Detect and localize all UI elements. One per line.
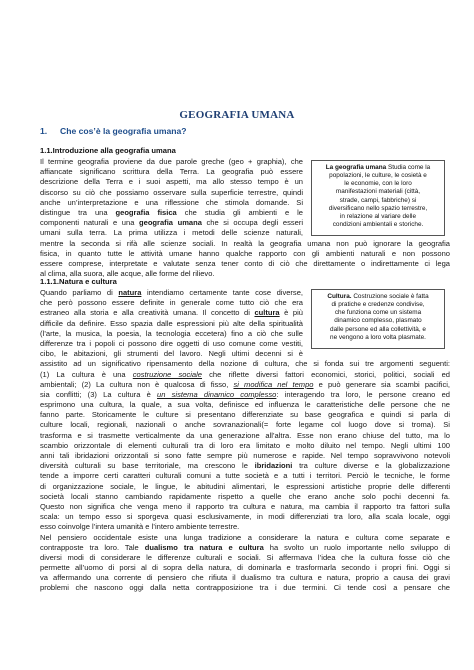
text-line: anni tali ibridazioni orizzontali si sono fatte sempre più numerose e rapide. Nel tempo sopravvivono notevoli [40,451,450,460]
keyword-cultura: cultura [254,308,280,318]
box-line: dalle persone ed alla collettività, e [330,325,426,333]
keyword-natura: natura [118,288,142,297]
definition-box-cultura [311,289,445,349]
text-line: affiancate significano scrittura della Terra. La geografia può essere [40,167,303,177]
box-text: Costruzione sociale è fatta [353,293,429,300]
text-fragment: componenti naturali e una [40,218,140,228]
section-number: 1. [40,126,48,136]
box-line: manifestazioni materiali (città, [335,188,421,196]
keyword-geografia-umana: geografia umana [139,218,202,228]
box-line: ne vengono a loro volta plasmate. [330,333,426,341]
text-line: umani sulla terra. La prima utilizza i metodi delle scienze naturali, [40,228,303,238]
definition-box-geografia-umana [311,160,445,236]
text-line: tende a imporre certi caratteri culturali comuni a tutte società e a tutti i territori. Perciò le tecniche, le forme [40,471,450,481]
box-line: popolazioni, le culture, le cosietà e [329,172,427,180]
text-fragment: che riflette diversi fattori economici, storici, politici, sociali ed [202,369,450,379]
text-line: Nel pensiero occidentale esiste una lunga tradizione a considerare la natura e cultura come separate e [40,532,450,542]
box-line: condizioni ambientali e storiche. [332,221,424,229]
box-line: dinamico complesso, plasmato [334,317,422,325]
subsection-heading-1-1-1: 1.1.1.Natura e cultura [40,277,117,286]
box-line: strade, campi, fabbriche) si [339,196,417,204]
text-line: esprimono una cultura, la quale, a sua volta, definisce ed influenza le caratteristiche delle persone che ne [40,400,450,410]
subsection-heading-1-1: 1.1.Introduzione alla geografia umana [40,146,176,155]
text-line: Questo non significa che venga meno il rapporto tra cultura e natura, ma cambia il rapporto tra fattori sulla [40,501,450,511]
text-line: culture locali, regionali, nazionali o anche sovranazionali(= forte legame col luogo dove si troma). Si [40,420,450,430]
text-line [40,208,303,218]
text-line: descrizione della Terra e i suoi aspetti, ma allo stesso tempo è un [40,177,303,187]
text-fragment: sia conflitti; (3) La cultura è [40,389,158,399]
box-line: in relazione al variare delle [339,212,417,220]
text-fragment: Quando parliamo di [40,288,119,297]
section-title: Che cos’è la geografia umana? [60,126,187,136]
text-line [40,390,450,400]
text-line [40,218,303,228]
box-line [317,164,439,172]
box-line: che funziona come un sistema [334,309,422,317]
text-line: essere comprese, interpretate e valutate senza tener conto di ciò che direttamente o indirettamente ci lega [40,258,450,268]
text-line: che però possono essere definite in generale come tutto ciò che era [40,298,303,308]
box-lead: La geografia umana [325,164,387,171]
box-text: Studia come la [387,164,431,171]
text-line [40,543,450,553]
text-fragment: diversità culturali su base territoriale, ma crescono le [40,461,255,471]
keyword-dualismo: dualismo tra natura e cultura [144,542,264,552]
keyword-sistema-dinamico: un sistema dinamico complesso [157,389,277,399]
text-line: permette all’uomo di porsi al di sopra della natura, di dominarla e trasformarla secondo i propri fini. Oggi si [40,563,450,573]
text-fragment: tra culture diverse e la globalizzazione [292,461,450,471]
text-line: cibo, le abitazioni, gli strumenti del lavoro. Negli ultimi decenni si è [40,349,303,359]
text-line: va affermando una corrente di pensiero che rifiuta il dualismo tra cultura e natura, proprio a causa dei gravi [40,573,450,583]
text-line: assistito ad un significativo ripensamento della nozione di cultura, che si fonda sui tre argomenti seguenti: [40,359,450,369]
text-line: Il termine geografia proviene da due parole greche (geo + graphia), che [40,157,303,166]
text-fragment: e può generare sia scambi pacifici, [313,379,450,389]
text-line: al clima, alla suora, alle acque, alle forme del rilievo. [40,269,215,279]
text-line: fanno parte. Storicamente le culture si presentano differenziate su base geografica e quindi si parla di [40,410,450,420]
text-line: esso coinvolge l’intera umanità e l’intero ambiente terrestre. [40,522,240,532]
text-fragment: estraneo alla storia e alla creatività umana. Il concetto di [40,308,255,318]
text-fragment: ambientali; (2) La cultura non è qualcosa di fisso, [40,379,234,389]
text-line: fisica, in quanto tutte le attività umane hanno qualche rapporto con gli ambienti naturali e non possono [40,248,450,258]
text-line: mentre la seconda si rifà alle scienze sociali. In realtà la geografia umana non può ignorare la geografia [40,238,450,248]
text-fragment: distingue tra una [40,207,116,217]
text-line: società locali stanno cambiando rapidamente rispetto a quelle che erano anche solo pochi decenni fa. [40,491,450,501]
text-line: trasforma e si trasmette verticalmente da una generazione all’altra. Esse non erano chiuse del tutto, ma lo [40,430,450,440]
text-fragment: : interagendo tra loro, le persone creano ed [276,389,450,399]
text-line: scala: un tempo esso si sporgeva quasi esclusivamente, in modi differenziati tra loro, alla scala locale, oggi [40,512,450,522]
keyword-ibridazioni: ibridazioni [254,461,293,471]
text-line: problemi che nascono oggi dalla netta contrapposizione tra i due termini. Ci tende così a pensare che [40,583,450,593]
text-line: anche un’interpretazione e una riflessione che stimola domande. Si [40,197,303,207]
keyword-costruzione-sociale: costruzione sociale [132,369,203,379]
box-line: di pratiche e credenze condivise, [331,301,425,309]
text-line [40,380,450,390]
section-heading-1 [40,126,187,136]
text-fragment: (1) La cultura è una [40,369,133,379]
text-fragment: ha svolto un ruolo importante nello sviluppo di [263,542,450,552]
text-line: differenze tra i popoli ci possono dire oggetti di uso comune come vestiti, [40,338,303,348]
text-line [40,370,450,380]
text-fragment: è più [279,308,303,318]
document-title: GEOGRAFIA UMANA [179,109,295,121]
box-lead: Cultura. [327,293,352,300]
text-line: di organizzazione sociale, le lingue, le abitudini alimentari, le espressioni artistiche proprie delle differenti [40,481,450,491]
text-line: discorso su ciò che possiamo osservare sulla superficie terrestre, quindi [40,187,303,197]
text-fragment: che studia gli ambienti e le [176,207,303,217]
text-line [40,308,303,318]
box-line [317,293,439,301]
text-line: difficile da definire. Esso spazia dalle espressioni più alte della spiritualità [40,318,303,328]
text-line [40,288,303,298]
text-line: scambio orizzontale di elementi culturali tra di loro era limitato e molto diluito nel tempo. Negli ultimi 100 [40,440,450,450]
text-line: (l’arte, la musica, la poesia, la tecnologia eccetera) fino a ciò che sulle [40,328,303,338]
text-line [40,461,450,471]
box-line: diversificano nello spazio terrestre, [328,204,428,212]
text-fragment: contrapposte tra loro. Tale [40,542,145,552]
box-line: le economie, con le loro [344,180,412,188]
text-fragment: intendiamo certamente tante cose diverse, [141,288,303,297]
keyword-geografia-fisica: geografia fisica [115,207,177,217]
text-fragment: che si occupa degli esseri [201,218,303,228]
text-line: diversi modi di considerare le differenze culturali e sociali. Si affermava l’idea che la cultura fosse ciò che [40,552,450,562]
keyword-si-modifica: si modifica nel tempo [233,379,314,389]
